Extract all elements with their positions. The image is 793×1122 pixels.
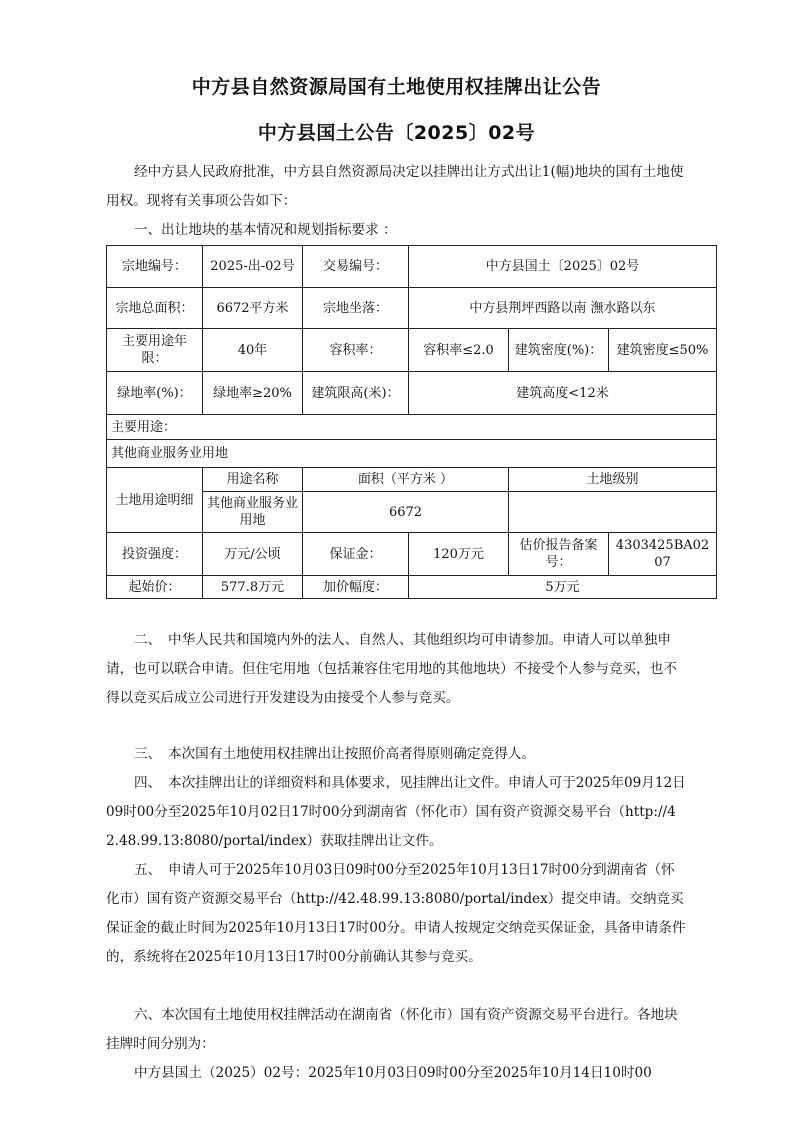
use-area-header: 面积（平方米 ）	[303, 468, 509, 492]
table-row	[107, 288, 717, 329]
use-grade-value	[509, 492, 717, 533]
section-3-paragraph: 三、 本次国有土地使用权挂牌出让按照价高者得原则确定竞得人。	[134, 746, 536, 762]
deposit-label: 保证金：	[303, 533, 409, 576]
parcel-no-label: 宗地编号：	[107, 246, 203, 288]
section-2-paragraph: 二、 中华人民共和国境内外的法人、自然人、其他组织均可申请参加。申请人可以单独申请，也可以联合申请。但住宅用地（包括兼容住宅用地的其他地块）不接受个人参与竞买，也不得以竞买后成立公司进行开发建设为由接受个人参与竞买。	[106, 632, 677, 706]
table-row	[107, 415, 717, 440]
table-row	[107, 329, 717, 372]
invest-value: 万元/公顷	[203, 533, 303, 576]
intro-paragraph: 经中方县人民政府批准，中方县自然资源局决定以挂牌出让方式出让1(幅)地块的国有土地使用权。现将有关事项公告如下：	[106, 164, 684, 209]
term-value: 40年	[203, 329, 303, 372]
main-use-label: 主要用途：	[107, 415, 717, 440]
use-name-value: 其他商业服务业用地	[203, 492, 303, 533]
trade-no-value: 中方县国土〔2025〕02号	[409, 246, 717, 288]
use-grade-header: 土地级别	[509, 468, 717, 492]
location-label: 宗地坐落：	[303, 288, 409, 329]
section-5-paragraph: 五、 申请人可于2025年10月03日09时00分至2025年10月13日17时00分到湖南省（怀化市）国有资产资源交易平台（http://42.48.99.13:8080/portal/index）提交申请。交纳竞买保证金的截止时间为2025年10月13日17时00分。申请人按规定交纳竞买保证金，具备申请条件的，系统将在2025年10月13日17时00分前确认其参与竞买。	[106, 862, 686, 965]
use-name-header: 用途名称	[203, 468, 303, 492]
table-row	[107, 246, 717, 288]
height-label: 建筑限高(米)：	[303, 372, 409, 415]
green-label: 绿地率(%)：	[107, 372, 203, 415]
main-use-value: 其他商业服务业用地	[107, 440, 717, 468]
far-value: 容积率≤2.0	[409, 329, 509, 372]
notice-title: 中方县自然资源局国有土地使用权挂牌出让公告	[191, 76, 602, 98]
section-1-heading: 一、出让地块的基本情况和规划指标要求 ：	[134, 222, 397, 238]
far-label: 容积率：	[303, 329, 409, 372]
appraisal-label: 估价报告备案号：	[509, 533, 609, 576]
schedule-paragraph: 中方县国土（2025）02号：2025年10月03日09时00分至2025年10月14日10时00	[134, 1065, 652, 1081]
appraisal-value: 4303425BA0207	[609, 533, 717, 576]
use-area-value: 6672	[303, 492, 509, 533]
table-row	[107, 440, 717, 468]
density-value: 建筑密度≤50%	[609, 329, 717, 372]
start-price-value: 577.8万元	[203, 576, 303, 599]
start-price-label: 起始价：	[107, 576, 203, 599]
section-4-paragraph: 四、 本次挂牌出让的详细资料和具体要求，见挂牌出让文件。申请人可于2025年09月12日09时00分至2025年10月02日17时00分到湖南省（怀化市）国有资产资源交易平台（http://42.48.99.13:8080/portal/index）获取挂牌出让文件。	[106, 775, 686, 849]
parcel-info-table	[106, 245, 717, 599]
increment-value: 5万元	[409, 576, 717, 599]
area-label: 宗地总面积：	[107, 288, 203, 329]
parcel-no-value: 2025-出-02号	[203, 246, 303, 288]
area-value: 6672平方米	[203, 288, 303, 329]
use-detail-label: 土地用途明细	[107, 468, 203, 533]
section-6-paragraph: 六、本次国有土地使用权挂牌活动在湖南省（怀化市）国有资产资源交易平台进行。各地块挂牌时间分别为：	[106, 1007, 678, 1052]
notice-doc-number: 中方县国土公告〔2025〕02号	[257, 122, 536, 144]
increment-label: 加价幅度：	[303, 576, 409, 599]
trade-no-label: 交易编号：	[303, 246, 409, 288]
deposit-value: 120万元	[409, 533, 509, 576]
green-value: 绿地率≥20%	[203, 372, 303, 415]
table-row	[107, 468, 717, 492]
density-label: 建筑密度(%)：	[509, 329, 609, 372]
table-row	[107, 372, 717, 415]
location-value: 中方县荆坪西路以南 潕水路以东	[409, 288, 717, 329]
height-value: 建筑高度<12米	[409, 372, 717, 415]
term-label: 主要用途年限：	[107, 329, 203, 372]
table-row	[107, 533, 717, 576]
table-row	[107, 576, 717, 599]
invest-label: 投资强度：	[107, 533, 203, 576]
